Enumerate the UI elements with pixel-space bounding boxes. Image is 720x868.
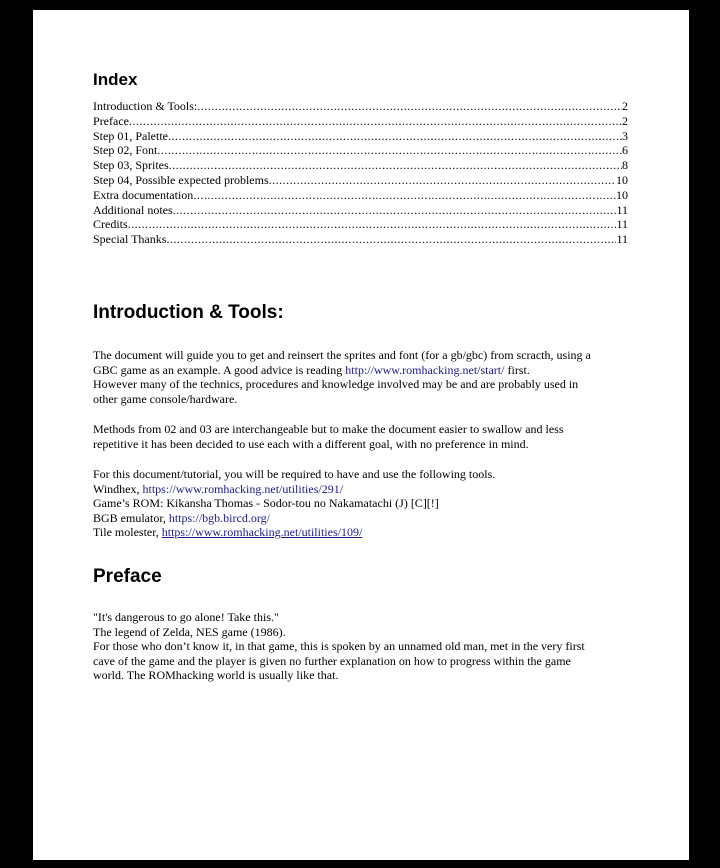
toc-leader-dots <box>173 203 617 218</box>
toc-item-page: 3 <box>622 128 628 143</box>
tool-tile-molester <box>93 525 633 540</box>
text-fragment: BGB emulator, <box>93 510 169 525</box>
toc-item-title: Step 04, Possible expected problems <box>93 172 269 187</box>
text-line: The legend of Zelda, NES game (1986). <box>93 624 286 639</box>
toc-item-title: Step 03, Sprites <box>93 158 169 173</box>
toc-item-page: 2 <box>622 99 628 113</box>
intro-paragraph-2 <box>93 422 633 451</box>
toc-item-title: Extra documentation <box>93 187 194 202</box>
toc-item[interactable] <box>93 114 628 129</box>
toc-item-title: Credits <box>93 217 128 232</box>
toc-item[interactable] <box>93 232 628 247</box>
toc-item-page: 8 <box>622 158 628 173</box>
tool-bgb <box>93 511 633 526</box>
text-line: other game console/hardware. <box>93 391 238 406</box>
toc-item[interactable] <box>93 158 628 173</box>
toc-leader-dots <box>169 158 622 173</box>
toc-item[interactable] <box>93 203 628 218</box>
toc-item-title: Special Thanks <box>93 232 167 247</box>
toc-leader-dots <box>129 114 622 129</box>
toc-item[interactable] <box>93 217 628 232</box>
tool-rom: Game’s ROM: Kikansha Thomas - Sodor-tou no Nakamatachi (J) [C][!] <box>93 496 439 511</box>
preface-heading: Preface <box>93 566 162 587</box>
text-line: "It's dangerous to go alone! Take this." <box>93 610 279 624</box>
index-heading: Index <box>93 70 138 89</box>
romhacking-start-link[interactable]: http://www.romhacking.net/start/ <box>345 362 505 377</box>
toc-item-title: Introduction & Tools: <box>93 99 198 113</box>
toc-leader-dots <box>197 99 622 114</box>
preface-paragraph <box>93 610 633 683</box>
toc-item-page: 11 <box>616 217 628 232</box>
toc-leader-dots <box>193 188 616 203</box>
bgb-link[interactable]: https://bgb.bircd.org/ <box>168 510 270 525</box>
text-fragment: first. <box>504 362 530 377</box>
intro-heading: Introduction & Tools: <box>93 302 284 323</box>
tools-list <box>93 467 633 540</box>
toc-item-page: 11 <box>616 232 628 247</box>
toc-item[interactable] <box>93 173 628 188</box>
toc-leader-dots <box>269 173 616 188</box>
toc-item-title: Step 02, Font <box>93 143 158 158</box>
toc-leader-dots <box>166 232 616 247</box>
text-line: Methods from 02 and 03 are interchangeable but to make the document easier to swallow and less <box>93 422 564 436</box>
toc-item-title: Additional notes <box>93 202 173 217</box>
toc-item-title: Preface <box>93 113 129 128</box>
text-line: world. The ROMhacking world is usually like that. <box>93 668 339 683</box>
toc-leader-dots <box>168 129 622 144</box>
toc-leader-dots <box>128 217 617 232</box>
text-line <box>93 363 633 378</box>
toc-item-page: 10 <box>616 172 628 187</box>
toc-item[interactable] <box>93 129 628 144</box>
text-line: For those who don’t know it, in that game, this is spoken by an unnamed old man, met in the very first <box>93 639 585 654</box>
document-page <box>33 10 689 860</box>
tool-windhex <box>93 482 633 497</box>
toc-item-title: Step 01, Palette <box>93 128 168 143</box>
text-fragment: Tile molester, <box>93 525 162 540</box>
toc-item-page: 6 <box>622 143 628 158</box>
toc-item[interactable] <box>93 143 628 158</box>
toc-item-page: 2 <box>622 113 628 128</box>
intro-paragraph-1 <box>93 348 633 406</box>
table-of-contents <box>93 99 628 247</box>
text-fragment: GBC game as an example. A good advice is reading <box>93 362 346 377</box>
windhex-link[interactable]: https://www.romhacking.net/utilities/291/ <box>142 481 344 496</box>
toc-item-page: 10 <box>616 187 628 202</box>
tile-molester-link[interactable]: https://www.romhacking.net/utilities/109/ <box>161 525 363 540</box>
toc-item[interactable] <box>93 99 628 114</box>
toc-item-page: 11 <box>616 202 628 217</box>
text-line: repetitive it has been decided to use each with a different goal, with no preference in mind. <box>93 436 529 451</box>
toc-leader-dots <box>157 143 622 158</box>
text-line: The document will guide you to get and reinsert the sprites and font (for a gb/gbc) from scracth, using a <box>93 348 591 362</box>
text-line: However many of the technics, procedures and knowledge involved may be and are probably used in <box>93 377 579 392</box>
toc-item[interactable] <box>93 188 628 203</box>
text-line: cave of the game and the player is given no further explanation on how to progress within the game <box>93 653 571 668</box>
text-line: For this document/tutorial, you will be required to have and use the following tools. <box>93 467 496 481</box>
text-fragment: Windhex, <box>93 481 143 496</box>
